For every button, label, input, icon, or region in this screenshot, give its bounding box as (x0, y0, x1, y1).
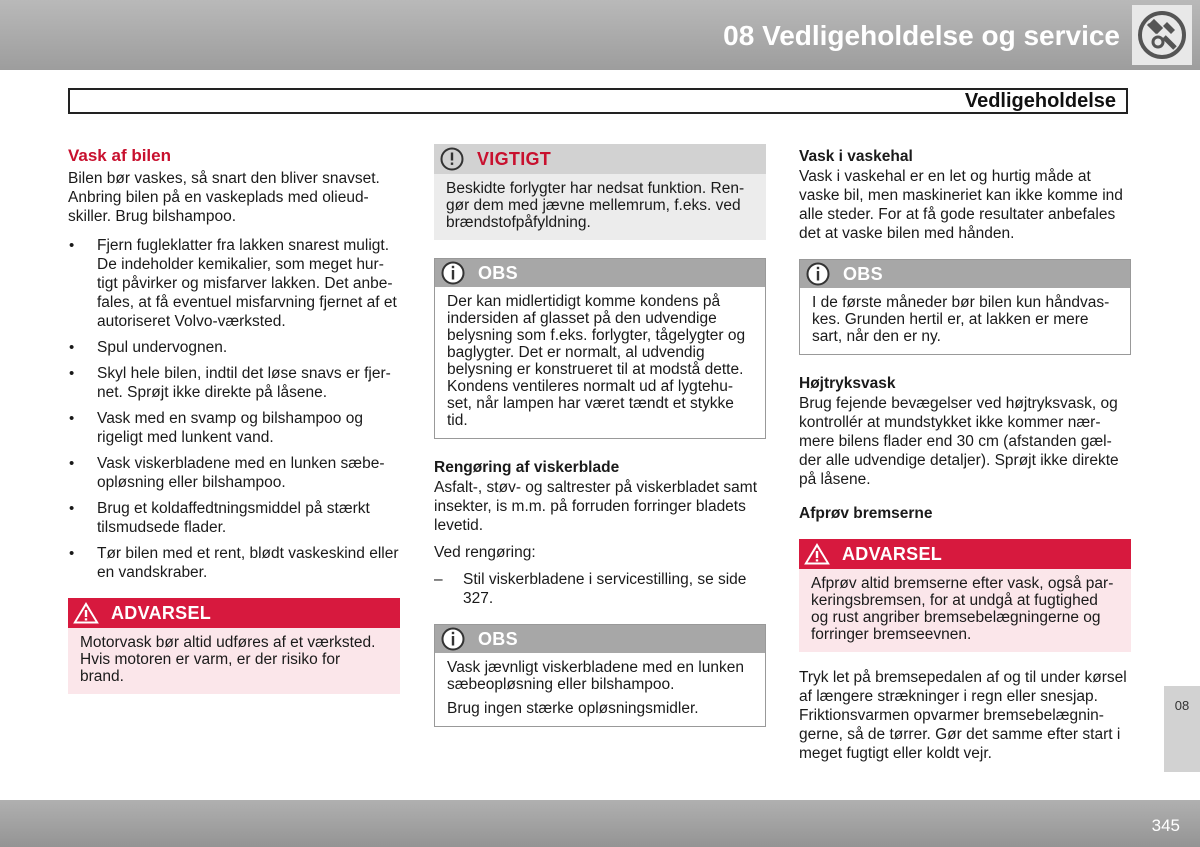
warning-label: ADVARSEL (111, 602, 212, 623)
obs-text: Der kan midlertidigt komme kondens på indersiden af glasset på den udvendige belysning som f.eks. forlygter, tågelygter og baglygter. Det er normalt, al udvendig belysning er konstrueret til at modstå dette. Kondens ventileres normalt ud af lygtehu-set, når lampen har været tændt et stykke tid. (435, 287, 765, 438)
obs-box-new-paint (799, 259, 1131, 355)
heading-test-brakes: Afprøv bremserne (799, 505, 933, 522)
page-number: 345 (1151, 816, 1180, 835)
cleaning-label: Ved rengøring: (434, 544, 536, 561)
warning-label: ADVARSEL (842, 543, 943, 564)
column-1 (68, 144, 400, 694)
warning-text: Afprøv altid bremserne efter vask, også par-keringsbremsen, for at undgå at fugtighed og rust angriber bremsebelægningerne og forringer bremseevnen. (799, 569, 1131, 652)
important-box (434, 144, 766, 240)
list-item: • Skyl hele bilen, indtil det løse snavs er fjer-net. Sprøjt ikke direkte på låsene. (68, 364, 400, 402)
info-icon (440, 261, 466, 285)
heading-car-wash-hall: Vask i vaskehal (799, 148, 913, 165)
heading-car-wash: Vask af bilen (68, 146, 171, 165)
list-item: • Vask med en svamp og bilshampoo og rigeligt med lunkent vand. (68, 409, 400, 447)
obs-label: OBS (478, 262, 518, 283)
brake-paragraph: Tryk let på bremsepedalen af og til under kørsel af længere strækninger i regn eller snesjap. Friktionsvarmen opvarmer bremsebelægnin-gerne, så de tørrer. Gør det samme efter start i meget fugtigt eller koldt vejr. (799, 669, 1127, 762)
important-label: VIGTIGT (477, 148, 552, 169)
chapter-tab-label: 08 (1174, 698, 1190, 713)
list-item: • Fjern fugleklatter fra lakken snarest muligt. De indeholder kemikalier, som meget hur-tigt påvirker og misfarver lakken. Det anbe-fales, at få eventuel misfarvning fjernet af et autoriseret Volvo-værksted. (68, 236, 400, 331)
warning-text: Motorvask bør altid udføres af et værksted. Hvis motoren er varm, er der risiko for brand. (68, 628, 400, 694)
info-icon (440, 627, 466, 651)
list-item: • Brug et koldaffedtningsmiddel på stærkt tilsmudsede flader. (68, 499, 400, 537)
intro-paragraph: Bilen bør vaskes, så snart den bliver snavset. Anbring bilen på en vaskeplads med olieud-skiller. Brug bilshampoo. (68, 170, 380, 225)
list-item: • Spul undervognen. (68, 338, 400, 357)
obs-box-condensation (434, 258, 766, 439)
obs-label: OBS (478, 628, 518, 649)
obs-box-wiper (434, 624, 766, 727)
chapter-tab (1164, 686, 1200, 772)
chapter-title: 08 Vedligeholdelse og service (723, 20, 1120, 51)
heading-wiper-cleaning: Rengøring af viskerblade (434, 459, 620, 476)
important-text: Beskidte forlygter har nedsat funktion. Ren-gør dem med jævne mellemrum, f.eks. ved brændstofpåfyldning. (434, 174, 766, 240)
obs-text: I de første måneder bør bilen kun håndvas-kes. Grunden hertil er, at lakken er mere sart, når den er ny. (800, 288, 1130, 354)
warning-box-brakes (799, 539, 1131, 652)
list-item: • Vask viskerbladene med en lunken sæbe-opløsning eller bilshampoo. (68, 454, 400, 492)
list-item: • Tør bilen med et rent, blødt vaskeskind eller en vandskraber. (68, 544, 400, 582)
header-bar (0, 0, 1200, 70)
warning-box-engine (68, 598, 400, 694)
cleaning-steps-list (434, 570, 766, 608)
footer-bar (0, 800, 1200, 847)
obs-text: Vask jævnligt viskerbladene med en lunken sæbeopløsning eller bilshampoo. (447, 659, 744, 693)
obs-text: Brug ingen stærke opløsningsmidler. (447, 700, 699, 717)
pressure-paragraph: Brug fejende bevægelser ved højtryksvask, og kontrollér at mundstykket ikke kommer nær-mere bilens flader end 30 cm (afstanden gæl-der alle udvendige detaljer). Sprøjt ikke direkte på låsene. (799, 395, 1119, 488)
section-title: Vedligeholdelse (964, 90, 1116, 112)
list-item: – Stil viskerbladene i servicestilling, se side 327. (434, 570, 766, 608)
heading-pressure-wash: Højtryksvask (799, 375, 896, 392)
warning-triangle-icon (73, 601, 99, 625)
section-header (68, 88, 1128, 114)
wiper-paragraph: Asfalt-, støv- og saltrester på viskerbladet samt insekter, is m.m. på forruden forringer bladets levetid. (434, 479, 758, 534)
obs-label: OBS (843, 263, 883, 284)
info-icon (805, 262, 831, 286)
warning-triangle-icon (804, 542, 830, 566)
tools-icon (1131, 4, 1193, 66)
washing-steps-list (68, 236, 400, 582)
carwash-paragraph: Vask i vaskehal er en let og hurtig måde at vaske bil, men maskineriet kan ikke komme ind alle steder. For at få gode resultater anbefales det at vaske bilen med hånden. (799, 168, 1123, 242)
column-2 (434, 144, 766, 727)
column-3 (799, 144, 1131, 763)
exclamation-icon (439, 147, 465, 171)
